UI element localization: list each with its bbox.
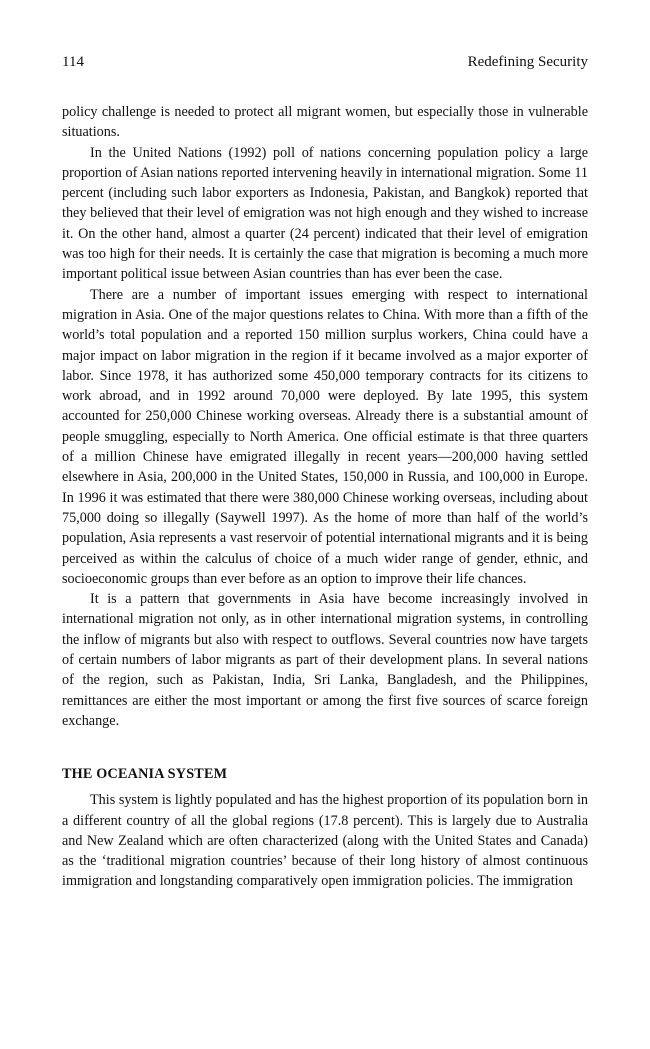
running-title: Redefining Security (467, 54, 588, 70)
page-number: 114 (62, 54, 84, 70)
section-heading: THE OCEANIA SYSTEM (62, 766, 228, 783)
document-page (62, 52, 588, 892)
running-header (62, 52, 588, 72)
paragraph-oceania: This system is lightly populated and has the highest proportion of its population born in a different country of all the global regions (17.8 percent). This is largely due to Australia and New Zealand which are often characterized (along with the United States and Canada) as the ‘traditional migration countries’ because of their long history of almost continuous immigration and longstanding comparatively open immigration policies. The immigration (62, 792, 588, 890)
body-text (62, 102, 588, 892)
paragraph-continuation: policy challenge is needed to protect all migrant women, but especially those in vulnerable situations. (62, 104, 588, 141)
paragraph-china-issues: There are a number of important issues emerging with respect to international migration in Asia. One of the major questions relates to China. With more than a fifth of the world’s total population and a reported 150 million surplus workers, China could have a major impact on labor migration in the region if it became involved as a major exporter of labor. Since 1978, it has authorized some 450,000 temporary contracts for its citizens to work abroad, and in 1992 around 70,000 were deployed. By late 1995, this system accounted for 250,000 Chinese working overseas. Already there is a substantial amount of people smuggling, especially to North America. One official estimate is that three quarters of a million Chinese have emigrated illegally in recent years—200,000 having settled elsewhere in Asia, 200,000 in the United States, 150,000 in Russia, and 100,000 in Europe. In 1996 it was estimated that there were 380,000 Chinese working overseas, including about 75,000 doing so illegally (Saywell 1997). As the home of more than half of the world’s population, Asia represents a vast reservoir of potential international migrants and it is being perceived as within the calculus of choice of a much wider range of gender, ethnic, and socioeconomic groups than ever before as an option to improve their life chances. (62, 286, 588, 587)
paragraph-un-poll: In the United Nations (1992) poll of nations concerning population policy a large proportion of Asian nations reported intervening heavily in international migration. Some 11 percent (including such labor exporters as Indonesia, Pakistan, and Bangkok) reported that they believed that their level of emigration was not high enough and they wished to increase it. On the other hand, almost a quarter (24 percent) indicated that their level of emigration was too high for their needs. It is certainly the case that migration is becoming a much more important political issue between Asian countries than has ever been the case. (62, 144, 588, 283)
paragraph-government-involvement: It is a pattern that governments in Asia have become increasingly involved in international migration not only, as in other international migration systems, in controlling the inflow of migrants but also with respect to outflows. Several countries now have targets of certain numbers of labor migrants as part of their development plans. In several nations of the region, such as Pakistan, India, Sri Lanka, Bangladesh, and the Philippines, remittances are either the most important or among the first five sources of scarce foreign exchange. (62, 591, 588, 729)
